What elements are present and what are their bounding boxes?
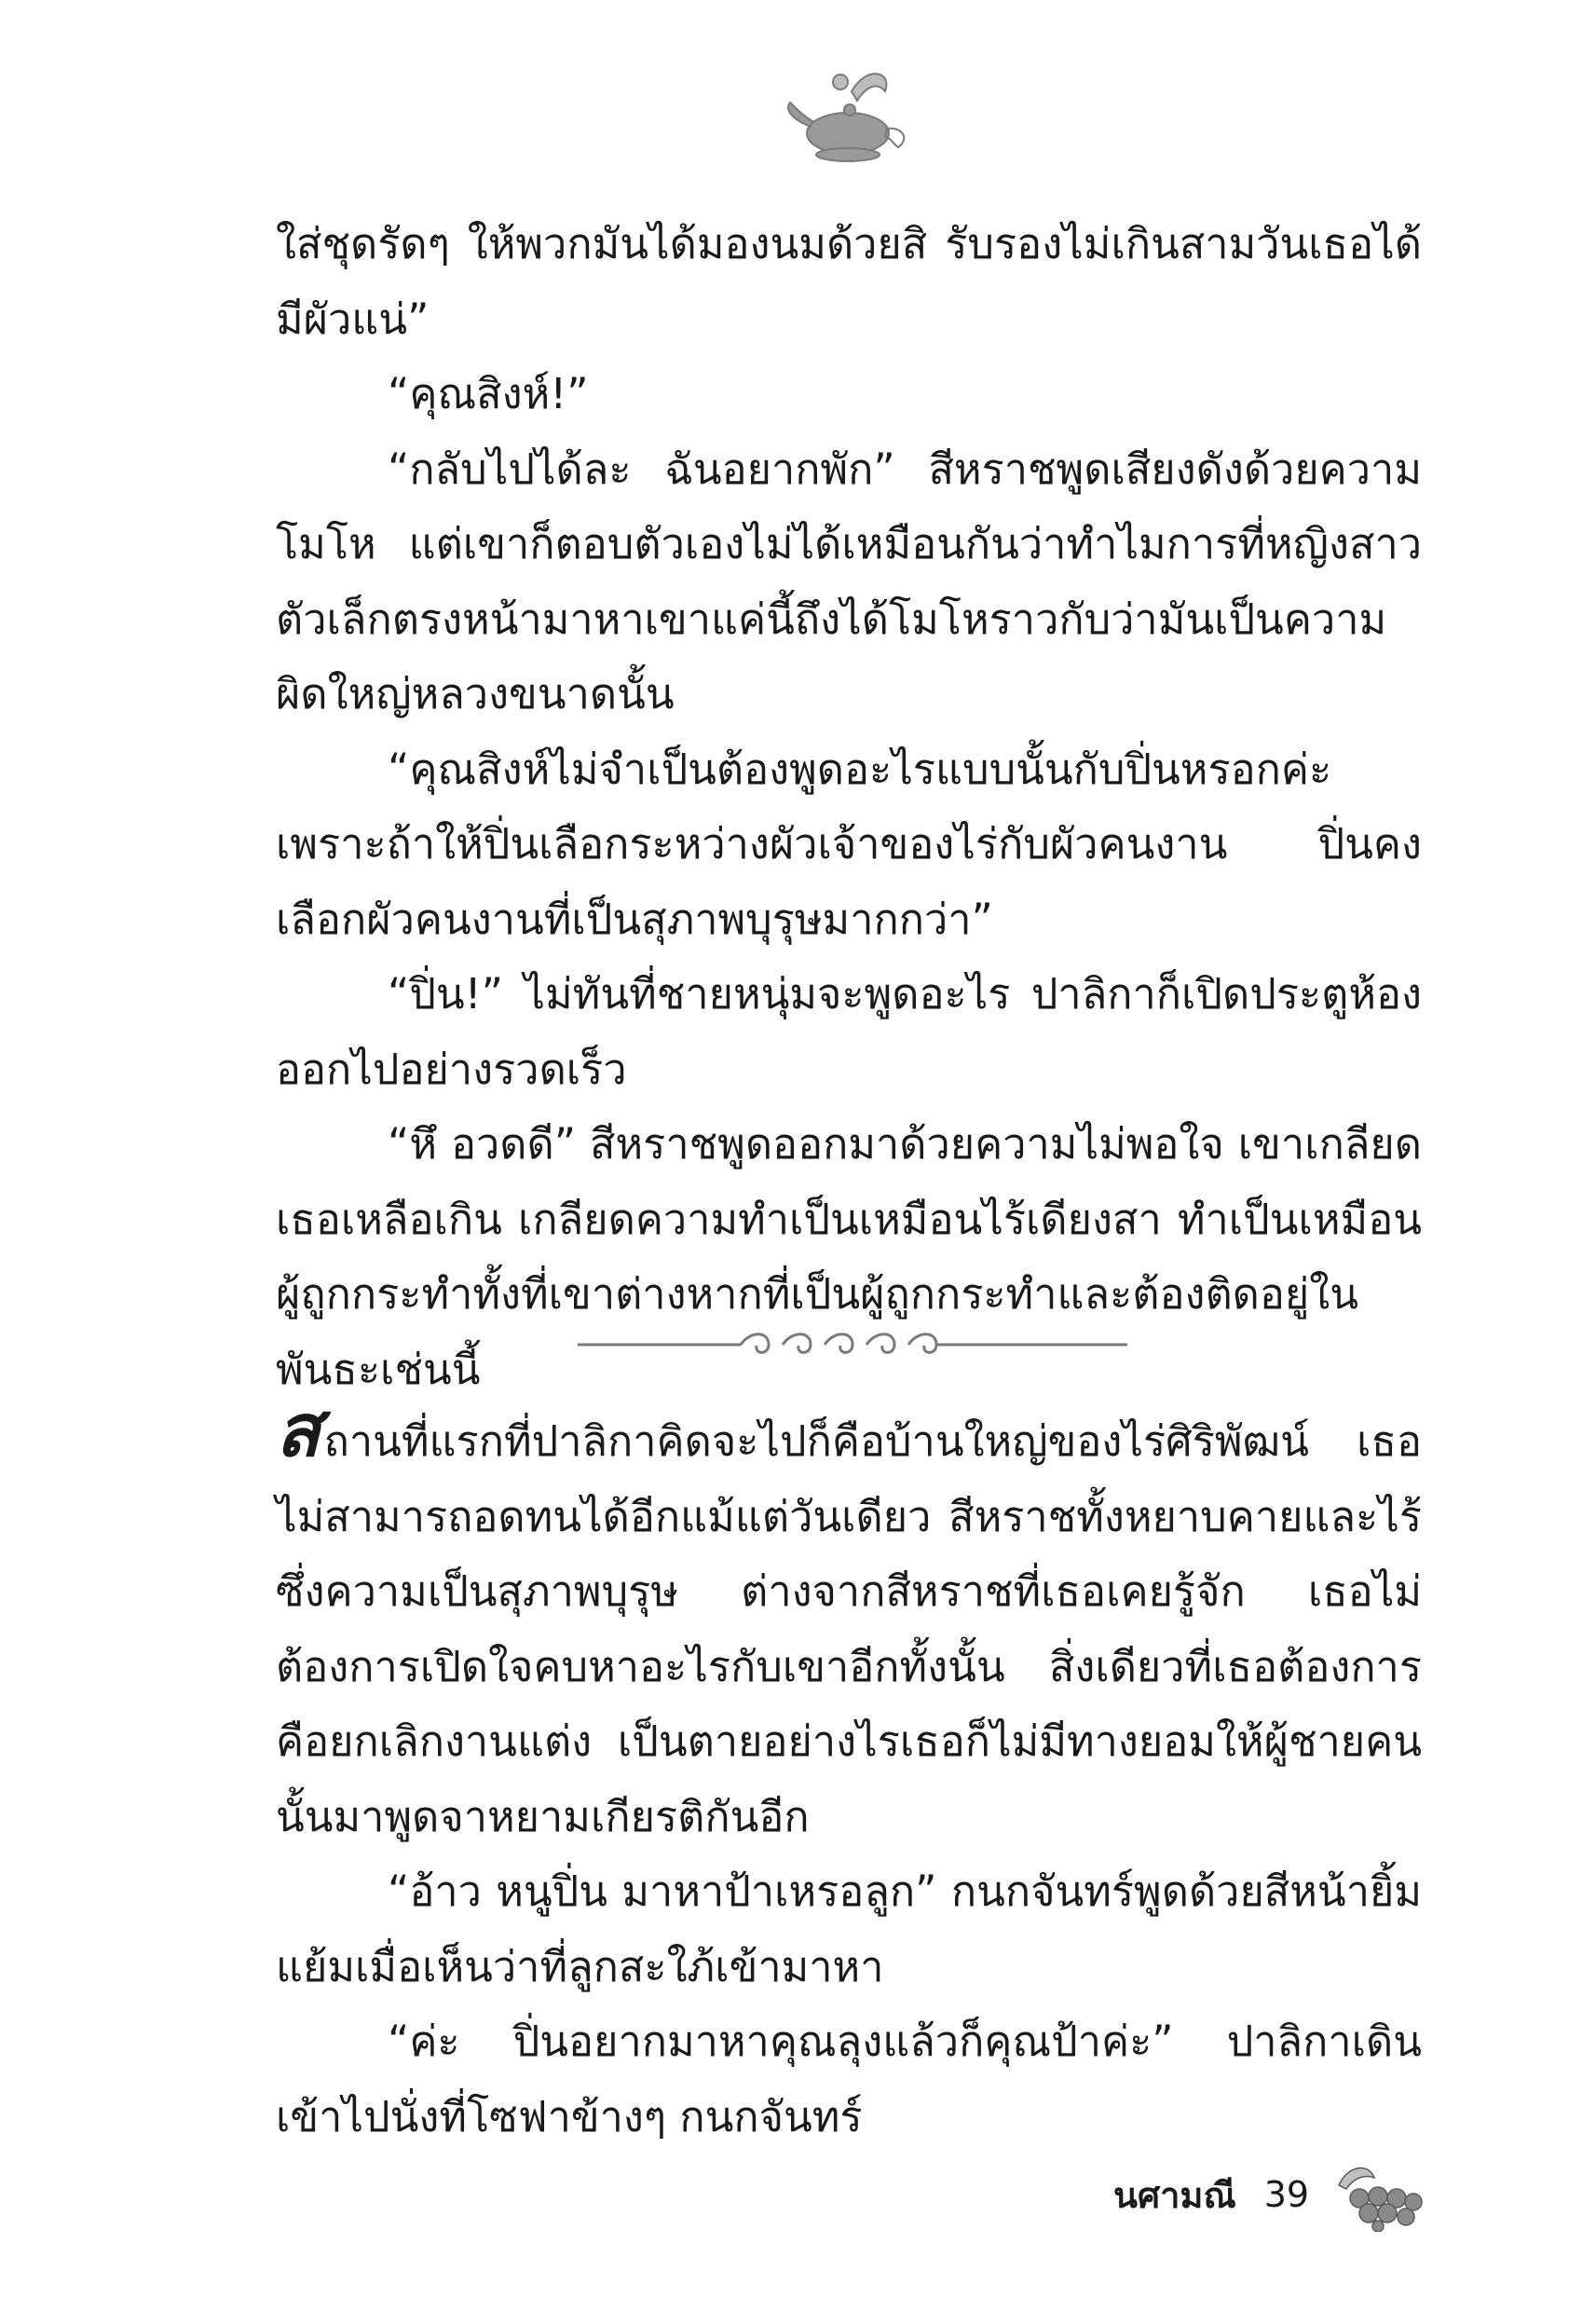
paragraph: “ปิ่น!” ไม่ทันที่ชายหนุ่มจะพูดอะไร ปาลิกาก็เปิดประตูห้องออกไปอย่างรวดเร็ว: [276, 969, 1422, 1094]
paragraph-rest: ถานที่แรกที่ปาลิกาคิดจะไปก็คือบ้านใหญ่ของไร่ศิริพัฒน์ เธอไม่สามารถอดทนได้อีกแม้แต่วันเดียว สีหราชทั้งหยาบคายและไร้ซึ่งความเป็นสุภาพบุรุษ ต่างจากสีหราชที่เธอเคยรู้จัก เธอไม่ต้องการเปิดใจคบหาอะไรกับเขาอีกทั้งนั้น สิ่งเดียวที่เธอต้องการคือยกเลิกงานแต่ง เป็นตายอย่างไรเธอก็ไม่มีทางยอมให้ผู้ชายคนนั้นมาพูดจาหยามเกียรติกันอีก: [276, 1416, 1422, 1841]
paragraph: [276, 1389, 1422, 1854]
paragraph: “กลับไปได้ละ ฉันอยากพัก” สีหราชพูดเสียงดังด้วยความโมโห แต่เขาก็ตอบตัวเองไม่ได้เหมือนกันว่าทำไมการที่หญิงสาวตัวเล็กตรงหน้ามาหาเขาแค่นี้ถึงได้โมโหราวกับว่ามันเป็นความผิดใหญ่หลวงขนาดนั้น: [276, 444, 1422, 718]
drop-cap: ส: [276, 1389, 321, 1473]
paragraph: “คุณสิงห์!”: [388, 369, 589, 418]
paragraph: “หึ อวดดี” สีหราชพูดออกมาด้วยความไม่พอใจ เขาเกลียดเธอเหลือเกิน เกลียดความทำเป็นเหมือนไร้เดียงสา ทำเป็นเหมือนผู้ถูกกระทำทั้งที่เขาต่างหากที่เป็นผู้ถูกกระทำและต้องติดอยู่ในพันธะเช่นนี้: [276, 1119, 1422, 1394]
page-footer: [1113, 2162, 1428, 2227]
text-block-upper: [276, 207, 1422, 1407]
paragraph: ใส่ชุดรัดๆ ให้พวกมันได้มองนมด้วยสิ รับรองไม่เกินสามวันเธอได้มีผัวแน่”: [276, 219, 1422, 344]
text-block-lower: [276, 1389, 1422, 2154]
page-number: 39: [1263, 2174, 1310, 2215]
grapes-icon: [1326, 2157, 1428, 2232]
scroll-divider-icon: [578, 1321, 1127, 1368]
teapot-angel-icon: [773, 54, 922, 166]
paragraph: “อ้าว หนูปิ่น มาหาป้าเหรอลูก” กนกจันทร์พูดด้วยสีหน้ายิ้มแย้มเมื่อเห็นว่าที่ลูกสะใภ้เข้ามาหา: [276, 1867, 1422, 1991]
paragraph: “คุณสิงห์ไม่จำเป็นต้องพูดอะไรแบบนั้นกับปิ่นหรอกค่ะ เพราะถ้าให้ปิ่นเลือกระหว่างผัวเจ้าของไร่กับผัวคนงาน ปิ่นคงเลือกผัวคนงานที่เป็นสุภาพบุรุษมากกว่า”: [276, 744, 1422, 944]
paragraph: “ค่ะ ปิ่นอยากมาหาคุณลุงแล้วก็คุณป้าค่ะ” ปาลิกาเดินเข้าไปนั่งที่โซฟาข้างๆ กนกจันทร์: [276, 2017, 1422, 2141]
footer-author: นศามณี: [1113, 2174, 1236, 2216]
